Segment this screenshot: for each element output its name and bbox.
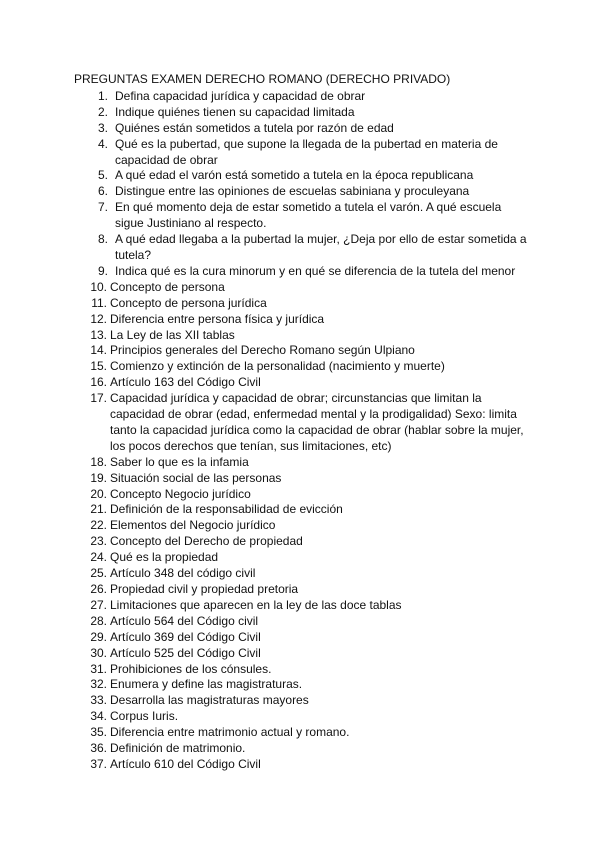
question-item [74,343,530,359]
question-number: 29. [90,629,107,644]
question-item [74,518,530,534]
question-number: 4. [97,136,108,151]
question-number: 20. [90,486,107,501]
question-item [74,312,530,328]
question-number: 27. [90,597,107,612]
question-text: Situación social de las personas [110,470,282,485]
question-text: Artículo 369 del Código Civil [110,629,261,644]
question-number: 3. [97,120,108,135]
question-text: Diferencia entre matrimonio actual y romano. [110,725,350,740]
question-number: 26. [90,582,107,596]
question-number: 21. [90,502,107,517]
question-number: 10. [90,279,107,294]
question-text: A qué edad el varón está sometido a tutela en la época republicana [115,168,474,183]
question-number: 18. [90,454,107,469]
question-item [74,709,530,725]
question-item [74,725,530,741]
question-number: 36. [90,741,107,756]
question-list [74,89,530,773]
question-number: 6. [97,184,108,199]
question-item [74,741,530,757]
question-item [74,693,530,709]
question-number: 23. [90,534,107,549]
question-text: Artículo 564 del Código civil [110,613,259,628]
question-text: Prohibiciones de los cónsules. [110,661,272,676]
question-item [74,296,530,312]
question-item [74,137,530,169]
question-text: Definición de la responsabilidad de evicción [110,502,343,517]
question-text: Saber lo que es la infamia [110,454,249,469]
question-item [74,359,530,375]
question-text: Concepto del Derecho de propiedad [110,534,303,549]
question-item [74,184,530,200]
question-number: 17. [90,391,107,406]
question-number: 5. [97,168,108,183]
question-number: 7. [97,200,108,215]
question-number: 32. [90,677,107,692]
question-number: 22. [90,518,107,533]
question-item [74,677,530,693]
question-number: 31. [90,661,107,676]
question-text: En qué momento deja de estar sometido a tutela el varón. A qué escuela sigue Justiniano al respecto. [115,200,502,231]
question-text: Artículo 348 del código civil [110,566,256,581]
question-text: Comienzo y extinción de la personalidad (nacimiento y muerte) [110,359,445,374]
question-text: Desarrolla las magistraturas mayores [110,693,309,708]
question-text: La Ley de las XII tablas [110,327,235,342]
question-number: 8. [97,232,108,247]
question-item [74,471,530,487]
question-text: Distingue entre las opiniones de escuelas sabiniana y proculeyana [115,184,470,199]
question-item [74,105,530,121]
question-text: Quiénes están sometidos a tutela por razón de edad [115,120,394,135]
question-item [74,200,530,232]
question-item [74,630,530,646]
question-item [74,89,530,105]
question-text: Concepto de persona [110,279,225,294]
question-number: 9. [97,263,108,278]
question-text: Concepto de persona jurídica [110,295,267,310]
question-item [74,168,530,184]
question-item [74,121,530,137]
question-text: Indica qué es la cura minorum y en qué se diferencia de la tutela del menor [115,263,516,278]
question-text: Artículo 610 del Código Civil [110,756,261,771]
question-text: Capacidad jurídica y capacidad de obrar; circunstancias que limitan la capacidad de obrar (edad, enfermedad mental y la prodigalidad) Sexo: limita tanto la capacidad jurídica como la capacidad de obrar (hablar sobre la mujer, los pocos derechos que tenían, sus limitaciones, etc) [110,391,524,453]
question-item [74,455,530,471]
question-number: 34. [90,709,107,724]
question-number: 33. [90,693,107,708]
question-text: Definición de matrimonio. [110,741,246,756]
question-number: 35. [90,725,107,740]
question-text: Principios generales del Derecho Romano según Ulpiano [110,343,415,358]
question-number: 24. [90,550,107,565]
question-text: Concepto Negocio jurídico [110,486,251,501]
question-number: 28. [90,613,107,628]
question-text: Qué es la pubertad, que supone la llegada de la pubertad en materia de capacidad de obrar [115,136,498,167]
question-item [74,487,530,503]
question-text: Propiedad civil y propiedad pretoria [110,582,299,596]
question-text: Corpus Iuris. [110,709,179,724]
question-item [74,582,530,598]
question-item [74,566,530,582]
question-item [74,757,530,773]
question-number: 12. [90,311,107,326]
question-number: 30. [90,645,107,660]
question-item [74,375,530,391]
question-text: Artículo 525 del Código Civil [110,645,261,660]
question-item [74,502,530,518]
question-item [74,614,530,630]
question-number: 1. [97,88,108,103]
question-item [74,662,530,678]
question-item [74,264,530,280]
question-number: 19. [90,470,107,485]
question-number: 15. [90,359,107,374]
question-text: Indique quiénes tienen su capacidad limitada [115,104,355,119]
question-text: Limitaciones que aparecen en la ley de las doce tablas [110,597,402,612]
question-number: 37. [90,756,107,771]
question-number: 25. [90,566,107,581]
question-item [74,391,530,455]
document-title: PREGUNTAS EXAMEN DERECHO ROMANO (DERECHO PRIVADO) [74,72,451,86]
question-item [74,534,530,550]
question-text: Qué es la propiedad [110,550,219,565]
question-item [74,328,530,344]
question-text: Enumera y define las magistraturas. [110,677,303,692]
question-item [74,646,530,662]
question-number: 14. [90,343,107,358]
question-number: 11. [91,295,107,310]
question-text: Defina capacidad jurídica y capacidad de obrar [115,88,366,103]
question-item [74,232,530,264]
question-text: Artículo 163 del Código Civil [110,375,261,390]
question-text: Elementos del Negocio jurídico [110,518,276,533]
question-item [74,550,530,566]
question-text: Diferencia entre persona física y jurídica [110,311,325,326]
question-item [74,598,530,614]
question-number: 13. [90,327,107,342]
question-text: A qué edad llegaba a la pubertad la mujer, ¿Deja por ello de estar sometida a tutela? [115,232,527,262]
question-number: 2. [97,104,108,119]
question-item [74,280,530,296]
question-number: 16. [90,375,107,390]
